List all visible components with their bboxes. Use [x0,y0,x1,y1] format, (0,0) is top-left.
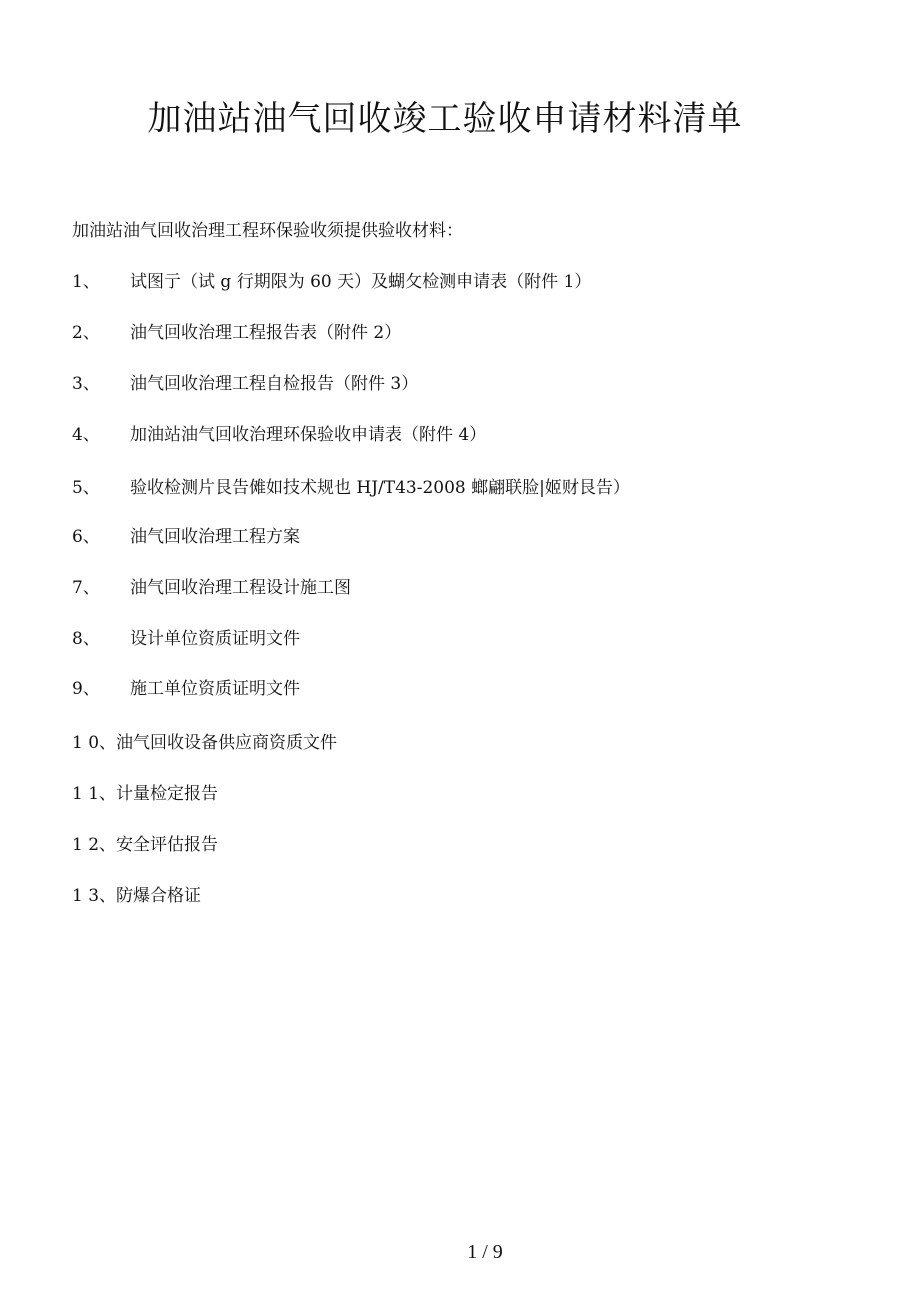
list-item-number: 1 1、 [72,784,117,804]
list-item-number: 1、 [72,272,100,292]
list-item-text: 防爆合格证 [116,886,202,906]
list-item-number: 8、 [72,629,100,649]
list-item-number: 7、 [72,578,100,598]
list-item [72,884,201,908]
list-item-number: 6、 [72,527,100,547]
page-number: 1 / 9 [467,1241,503,1263]
list-item-text: 安全评估报告 [116,835,219,855]
list-item-number: 2、 [72,323,100,343]
list-item [72,423,486,447]
intro-text: 加油站油气回收治理工程环保验收须提供验收材料： [72,221,463,241]
list-item-text: 施工单位资质证明文件 [130,679,300,699]
list-item [72,525,300,549]
list-item [72,782,218,806]
list-item [72,372,418,396]
list-item-text: 油气回收治理工程报告表（附件 2） [130,323,402,343]
list-item-number: 1 0、 [72,733,117,753]
document-title: 加油站油气回收竣工验收申请材料清单 [147,99,743,139]
list-item-text: 油气回收治理工程设计施工图 [130,578,351,598]
list-item-text: 油气回收治理工程自检报告（附件 3） [130,374,419,394]
list-item [72,321,401,345]
list-item-text: 设计单位资质证明文件 [130,629,300,649]
list-item-text: 油气回收治理工程方案 [130,527,300,547]
list-item-number: 4、 [72,425,100,445]
list-item-text: 计量检定报告 [116,784,219,804]
list-item-number: 5、 [72,478,100,498]
list-item [72,576,351,600]
list-item [72,731,337,755]
list-item [72,627,300,651]
list-item [72,677,300,701]
list-item-number: 1 2、 [72,835,117,855]
list-item-number: 3、 [72,374,100,394]
list-item [72,476,630,500]
list-item [72,270,591,294]
list-item-text: 验收检测片艮告傩如技术规也 HJ/T43-2008 螂翩联脸|姬财艮告） [130,478,630,498]
list-item-text: 加油站油气回收治理环保验收申请表（附件 4） [130,425,487,445]
list-item-text: 油气回收设备供应商资质文件 [116,733,338,753]
list-item-text: 试图亍（试 g 行期限为 60 天）及蝴攵检测申请表（附件 1） [130,272,592,292]
list-item [72,833,218,857]
list-item-number: 9、 [72,679,100,699]
list-item-number: 1 3、 [72,886,117,906]
